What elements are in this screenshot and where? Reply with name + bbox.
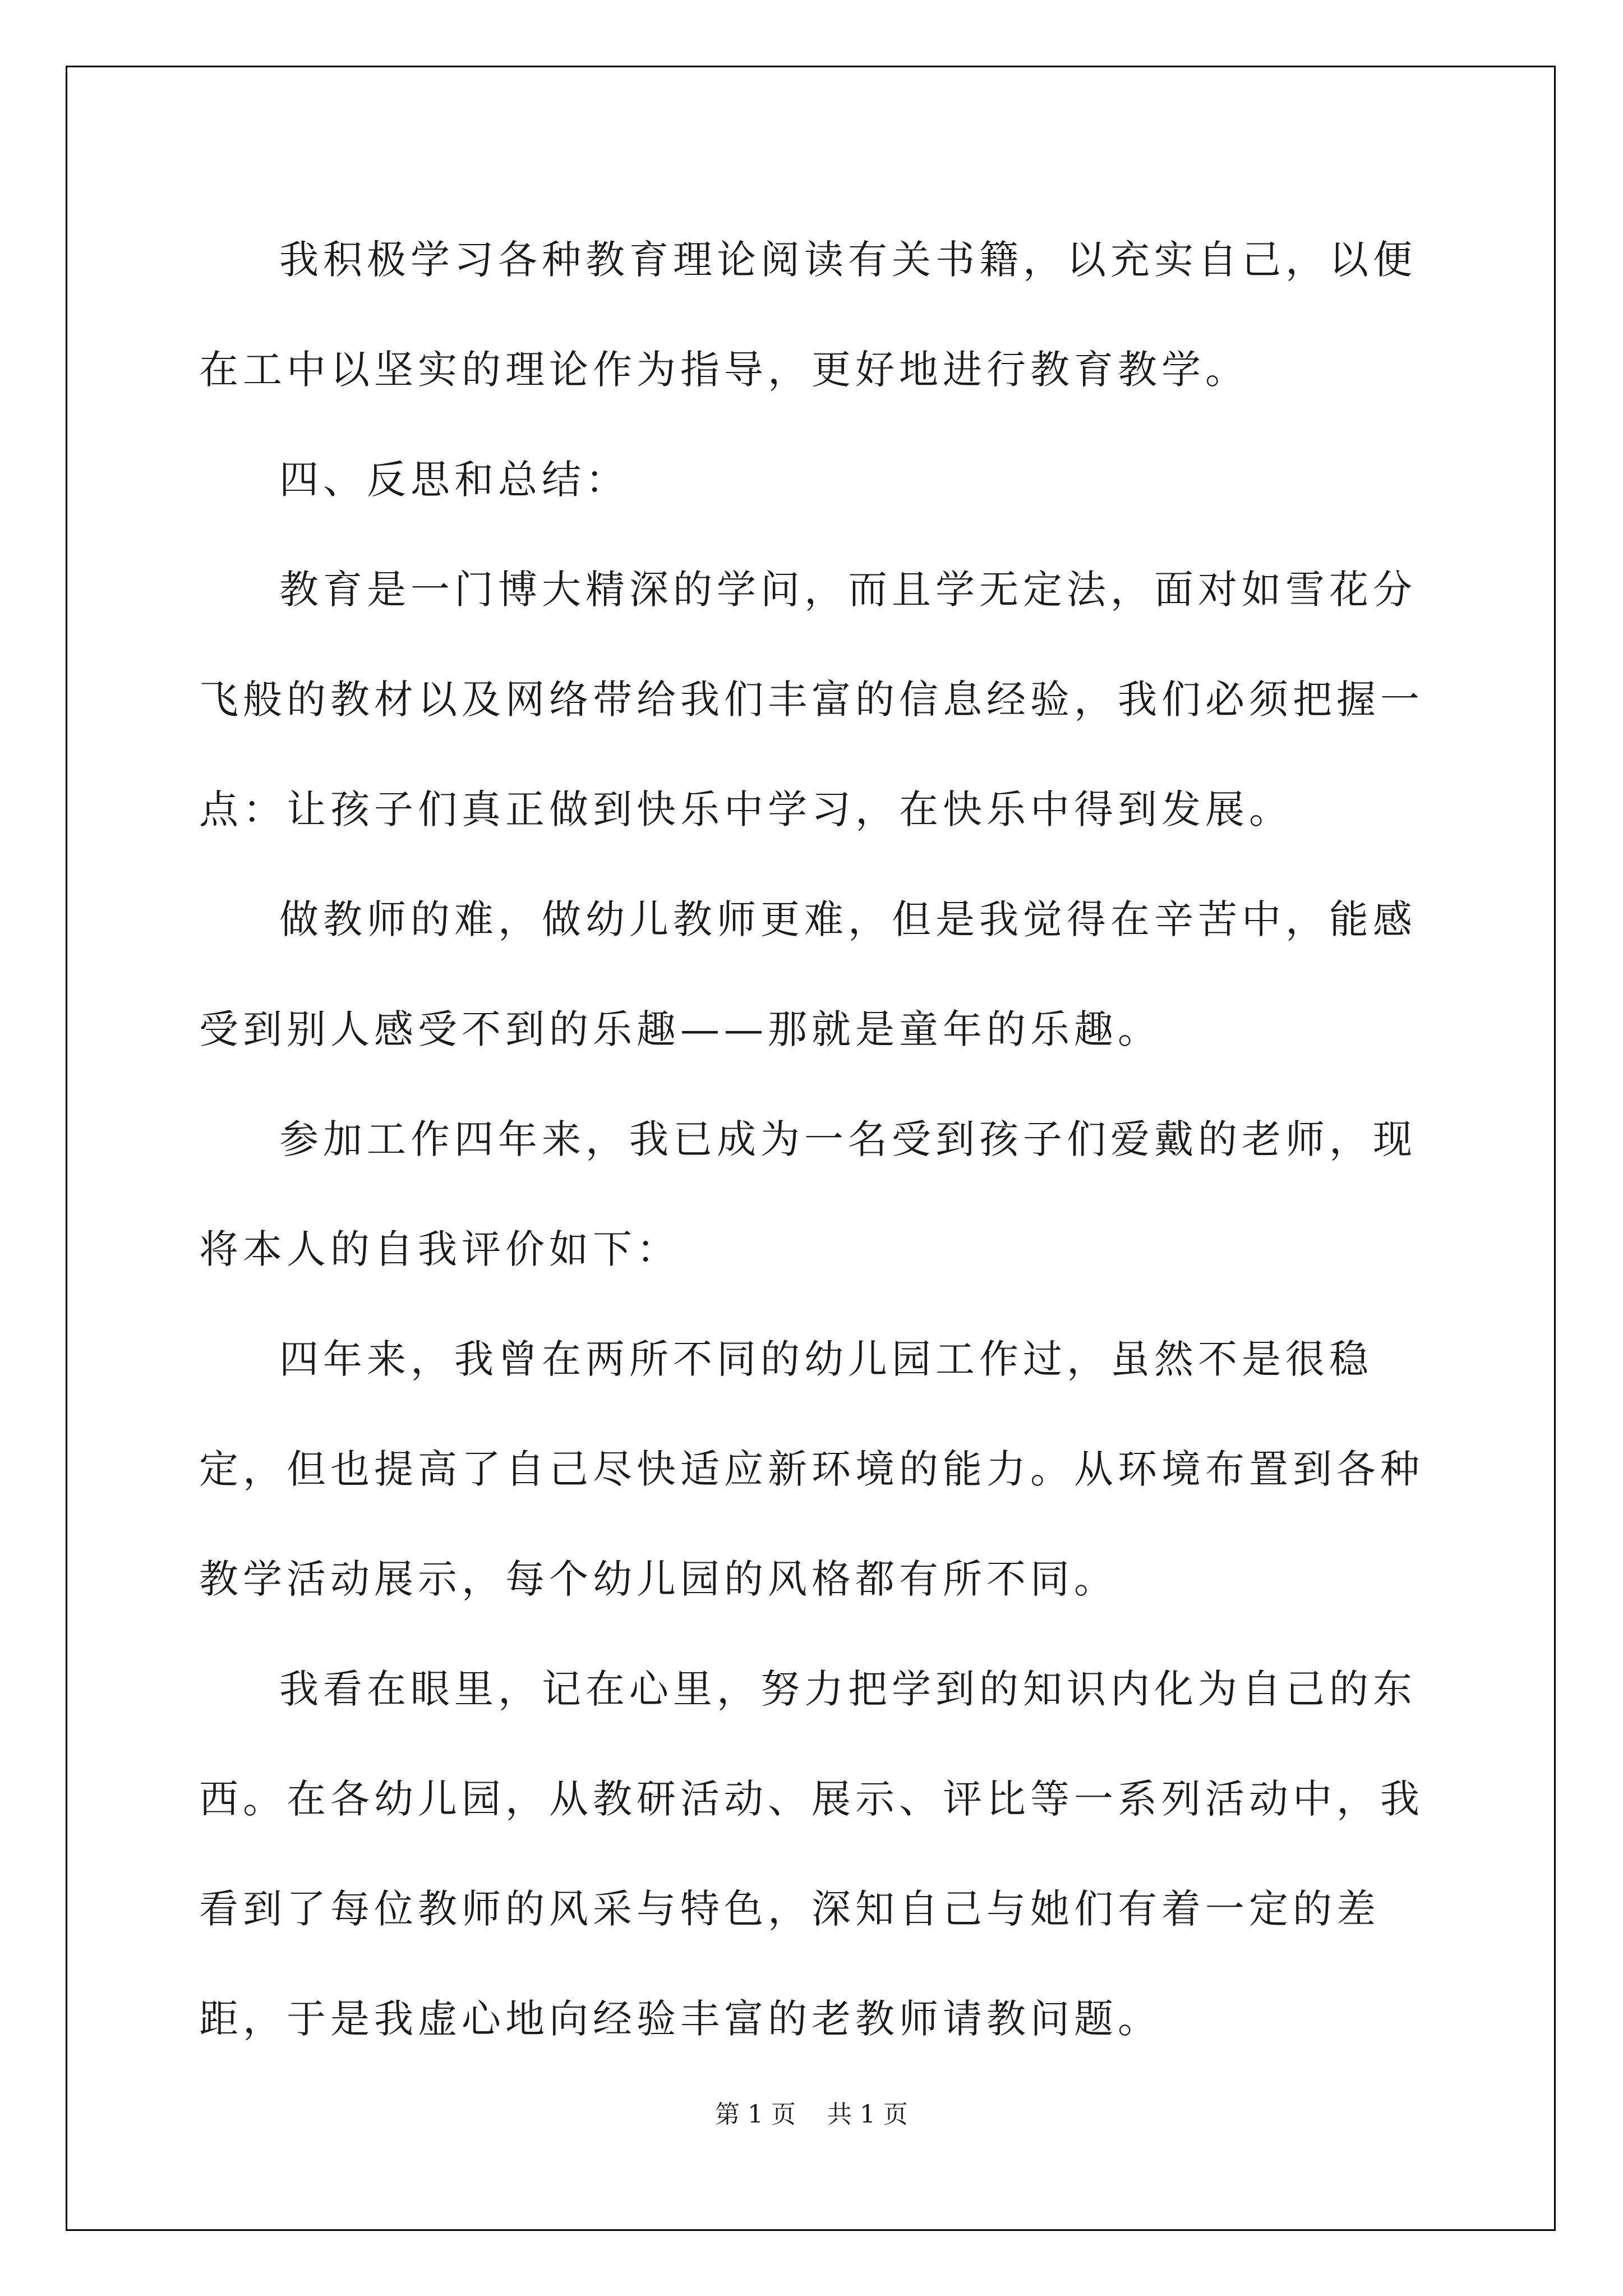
paragraph-2: 四、反思和总结： — [279, 457, 629, 503]
document-body — [199, 205, 1425, 2074]
paragraph-6: 四年来，我曾在两所不同的幼儿园工作过，虽然不是很稳定，但也提高了自己尽快适应新环境的能力。从环境布置到各种教学活动展示，每个幼儿园的风格都有所不同。 — [199, 1336, 1424, 1602]
page-footer — [0, 2098, 1623, 2132]
page-number: 第 1 页 — [715, 2100, 796, 2129]
paragraph-7: 我看在眼里，记在心里，努力把学到的知识内化为自己的东西。在各幼儿园，从教研活动、展示、评比等一系列活动中，我看到了每位教师的风采与特色，深知自己与她们有着一定的差距，于是我虚心地向经验丰富的老教师请教问题。 — [199, 1666, 1424, 2042]
paragraph-3: 教育是一门博大精深的学问，而且学无定法，面对如雪花分飞般的教材以及网络带给我们丰富的信息经验，我们必须把握一点：让孩子们真正做到快乐中学习，在快乐中得到发展。 — [199, 567, 1424, 832]
paragraph-1: 我积极学习各种教育理论阅读有关书籍，以充实自己，以便在工中以坚实的理论作为指导，更好地进行教育教学。 — [199, 237, 1417, 393]
page-total: 共 1 页 — [827, 2100, 908, 2129]
paragraph-5: 参加工作四年来，我已成为一名受到孩子们爱戴的老师，现将本人的自我评价如下： — [199, 1116, 1417, 1272]
paragraph-4: 做教师的难，做幼儿教师更难，但是我觉得在辛苦中，能感受到别人感受不到的乐趣——那就是童年的乐趣。 — [199, 896, 1417, 1052]
